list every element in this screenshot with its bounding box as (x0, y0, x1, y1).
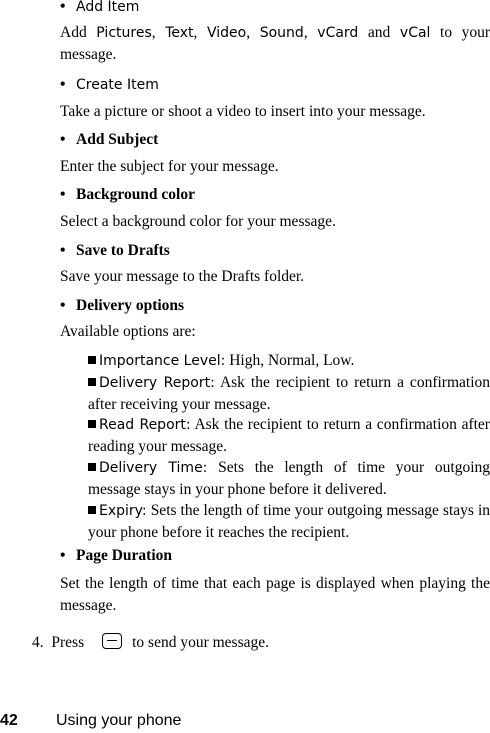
text: Add (60, 24, 87, 41)
item-name: Pictures (96, 25, 152, 41)
option-text: High, Normal, Low. (229, 352, 355, 369)
option-expiry (88, 500, 490, 543)
square-bullet-icon (88, 378, 96, 386)
item-name: Video (207, 25, 247, 41)
bullet-title: Delivery options (76, 297, 185, 314)
bullet-save-to-drafts (60, 241, 170, 261)
bullet-dot: • (60, 547, 66, 564)
bullet-dot: • (60, 186, 66, 203)
bullet-dot: • (60, 0, 66, 15)
option-read-report (88, 414, 490, 457)
option-text: Ask the recipient to return a confirmation after receiving your message. (88, 374, 490, 413)
square-bullet-icon (88, 463, 96, 471)
bullet-title: Add Subject (76, 131, 159, 148)
option-label: Delivery Report: (99, 375, 215, 391)
add-subject-desc: Enter the subject for your message. (60, 158, 279, 175)
bullet-title: Page Duration (76, 547, 173, 564)
item-name: vCal (399, 25, 431, 41)
option-importance-level (88, 350, 490, 372)
bullet-title: Background color (76, 186, 195, 203)
square-bullet-icon (88, 506, 96, 514)
bullet-title: Create Item (76, 77, 159, 93)
bullet-background-color (60, 185, 195, 205)
save-to-drafts-desc: Save your message to the Drafts folder. (60, 268, 305, 285)
bullet-title: Save to Drafts (76, 242, 170, 259)
step-text: to send your message. (132, 634, 269, 651)
item-name: Text (165, 25, 194, 41)
end-key-icon (102, 633, 122, 649)
step-text: Press (51, 634, 85, 651)
bullet-delivery-options (60, 296, 184, 316)
option-label: Expiry: (99, 503, 147, 519)
option-label: Importance Level: (99, 353, 226, 369)
square-bullet-icon (88, 420, 96, 428)
section-title: Using your phone (56, 712, 182, 729)
option-delivery-time (88, 457, 490, 500)
bullet-title: Add Item (76, 0, 140, 15)
page-duration-desc: Set the length of time that each page is displayed when playing the message. (60, 575, 490, 614)
background-color-desc: Select a background color for your message. (60, 213, 336, 230)
bullet-dot: • (60, 131, 66, 148)
bullet-add-subject (60, 130, 158, 150)
bullet-dot: • (60, 242, 66, 259)
step-send-message (32, 632, 269, 654)
option-label: Delivery Time: (99, 460, 208, 476)
bullet-dot: • (60, 297, 66, 314)
square-bullet-icon (88, 356, 96, 364)
bullet-create-item (60, 75, 159, 95)
item-name: Sound (259, 25, 304, 41)
page-number: 42 (0, 712, 18, 729)
option-label: Read Report: (99, 417, 191, 433)
text: and (367, 24, 391, 41)
bullet-add-item (60, 0, 139, 17)
bullet-page-duration (60, 546, 172, 566)
option-text: Ask the recipient to return a confirmation after reading your message. (88, 416, 490, 455)
option-text: Sets the length of time your outgoing message stays in your phone before it reaches the recipient. (88, 502, 490, 541)
option-delivery-report (88, 372, 490, 415)
page-footer (0, 712, 181, 730)
add-item-desc: Add Pictures, Text, Video, Sound, vCard and vCal to your message. (60, 24, 490, 63)
create-item-desc: Take a picture or shoot a video to insert into your message. (60, 103, 426, 120)
text: to your message. (60, 24, 490, 63)
delivery-options-desc: Available options are: (60, 323, 196, 340)
item-name: vCard (317, 25, 359, 41)
option-text: Sets the length of time your outgoing message stays in your phone before it delivered. (88, 459, 490, 498)
step-number: 4. (32, 634, 44, 651)
bullet-dot: • (60, 76, 66, 93)
